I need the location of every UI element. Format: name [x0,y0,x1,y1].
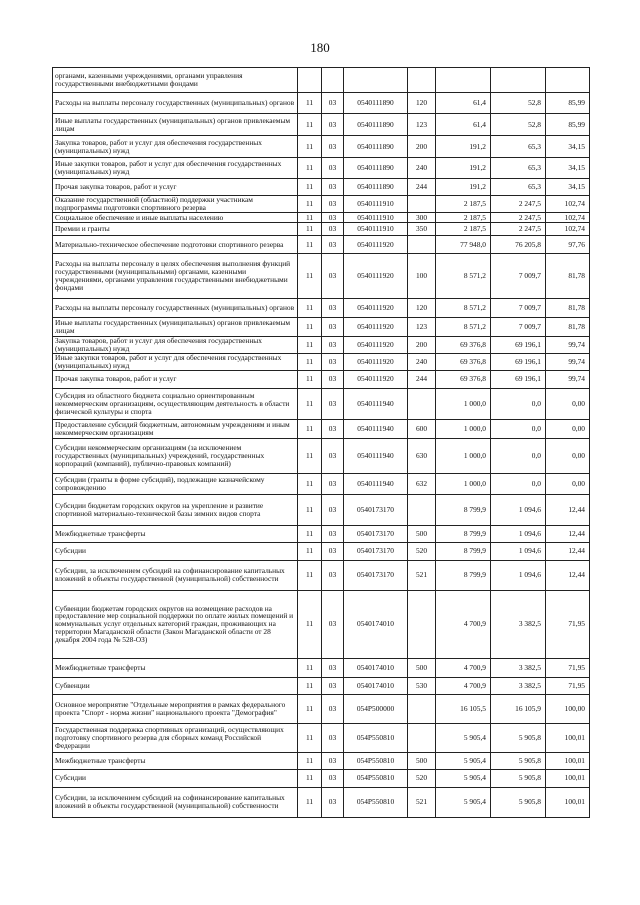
subsection-code-cell: 03 [322,213,344,223]
planned-amount-cell: 8 799,9 [436,560,491,590]
subsection-code-cell: 03 [322,388,344,419]
subsection-code-cell: 03 [322,337,344,354]
execution-percent-cell: 99,74 [546,370,590,388]
expense-name-cell: Субсидии, за исключением субсидий на софинансирование капитальных вложений в объекты государственной (муниципальной) собственности [53,787,298,817]
section-code-cell: 11 [298,158,322,179]
execution-percent-cell: 71,95 [546,677,590,694]
planned-amount-cell: 4 700,9 [436,677,491,694]
section-code-cell: 11 [298,196,322,213]
section-code-cell: 11 [298,752,322,769]
target-article-code-cell: 0540111920 [344,236,408,254]
target-article-code-cell: 0540111890 [344,179,408,196]
target-article-code-cell: 0540174010 [344,658,408,677]
section-code-cell: 11 [298,787,322,817]
section-code-cell: 11 [298,542,322,560]
section-code-cell: 11 [298,494,322,525]
execution-percent-cell: 100,00 [546,694,590,723]
expense-name-cell: Иные закупки товаров, работ и услуг для обеспечения государственных (муниципальных) нужд [53,158,298,179]
expense-name-cell: Закупка товаров, работ и услуг для обеспечения государственных (муниципальных) нужд [53,337,298,354]
execution-percent-cell [546,68,590,93]
expense-type-code-cell [408,723,436,752]
section-code-cell: 11 [298,93,322,114]
expense-name-cell: Субсидия из областного бюджета социально ориентированным некоммерческим организациям, осуществляющим деятельность в области физической культуры и спорта [53,388,298,419]
planned-amount-cell: 191,2 [436,136,491,158]
subsection-code-cell: 03 [322,658,344,677]
expense-type-code-cell: 200 [408,136,436,158]
executed-amount-cell: 2 247,5 [491,213,546,223]
subsection-code-cell: 03 [322,694,344,723]
executed-amount-cell: 0,0 [491,419,546,438]
expense-type-code-cell: 123 [408,114,436,136]
planned-amount-cell: 4 700,9 [436,590,491,658]
expense-type-code-cell [408,196,436,213]
expense-name-cell: Расходы на выплаты персоналу государственных (муниципальных) органов [53,299,298,318]
expense-name-cell: Основное мероприятие "Отдельные мероприятия в рамках федерального проекта "Спорт - норма жизни" национального проекта "Демография" [53,694,298,723]
target-article-code-cell [344,68,408,93]
section-code-cell: 11 [298,560,322,590]
table-row [53,658,590,677]
expense-type-code-cell: 123 [408,318,436,337]
executed-amount-cell: 52,8 [491,93,546,114]
executed-amount-cell: 3 382,5 [491,677,546,694]
execution-percent-cell: 100,01 [546,769,590,787]
expense-name-cell: Прочая закупка товаров, работ и услуг [53,370,298,388]
planned-amount-cell: 5 905,4 [436,769,491,787]
executed-amount-cell: 7 009,7 [491,254,546,299]
expense-type-code-cell [408,590,436,658]
expense-name-cell: Субсидии некоммерческим организациям (за исключением государственных (муниципальных) учреждений, государственных корпораций (компаний), публично-правовых компаний) [53,438,298,473]
execution-percent-cell: 81,78 [546,318,590,337]
execution-percent-cell: 71,95 [546,658,590,677]
budget-table-body [53,68,590,818]
table-row [53,723,590,752]
expense-name-cell: Субсидии [53,769,298,787]
target-article-code-cell: 0540111940 [344,473,408,494]
table-row [53,419,590,438]
executed-amount-cell: 1 094,6 [491,525,546,542]
planned-amount-cell: 5 905,4 [436,752,491,769]
section-code-cell: 11 [298,769,322,787]
subsection-code-cell: 03 [322,299,344,318]
table-row [53,136,590,158]
subsection-code-cell: 03 [322,158,344,179]
executed-amount-cell: 5 905,8 [491,787,546,817]
section-code-cell: 11 [298,179,322,196]
planned-amount-cell: 1 000,0 [436,388,491,419]
execution-percent-cell: 0,00 [546,438,590,473]
executed-amount-cell: 3 382,5 [491,658,546,677]
section-code-cell: 11 [298,236,322,254]
executed-amount-cell: 5 905,8 [491,752,546,769]
table-row [53,223,590,236]
executed-amount-cell: 0,0 [491,473,546,494]
expense-name-cell: Субвенции бюджетам городских округов на возмещение расходов на предоставление мер социальной поддержки по оплате жилых помещений и коммунальных услуг отдельных категорий граждан, проживающих на территории Магаданской области (Закон Магаданской области от 28 декабря 2004 года № 528-ОЗ) [53,590,298,658]
table-row [53,254,590,299]
executed-amount-cell: 3 382,5 [491,590,546,658]
expense-name-cell: Иные выплаты государственных (муниципальных) органов привлекаемым лицам [53,318,298,337]
table-row [53,68,590,93]
target-article-code-cell: 0540111890 [344,136,408,158]
target-article-code-cell: 0540111890 [344,114,408,136]
expense-type-code-cell: 244 [408,179,436,196]
subsection-code-cell: 03 [322,236,344,254]
executed-amount-cell: 7 009,7 [491,318,546,337]
expense-name-cell: Межбюджетные трансферты [53,525,298,542]
table-row [53,353,590,370]
execution-percent-cell: 0,00 [546,473,590,494]
target-article-code-cell: 0540111920 [344,318,408,337]
section-code-cell: 11 [298,114,322,136]
expense-type-code-cell: 240 [408,158,436,179]
subsection-code-cell: 03 [322,494,344,525]
planned-amount-cell: 8 799,9 [436,494,491,525]
execution-percent-cell: 99,74 [546,353,590,370]
planned-amount-cell: 69 376,8 [436,337,491,354]
target-article-code-cell: 054P550810 [344,752,408,769]
execution-percent-cell: 100,01 [546,723,590,752]
planned-amount-cell: 77 948,0 [436,236,491,254]
table-row [53,236,590,254]
expense-type-code-cell: 500 [408,752,436,769]
planned-amount-cell: 8 799,9 [436,525,491,542]
section-code-cell: 11 [298,388,322,419]
table-row [53,196,590,213]
subsection-code-cell: 03 [322,353,344,370]
planned-amount-cell: 2 187,5 [436,223,491,236]
target-article-code-cell: 0540174010 [344,590,408,658]
executed-amount-cell: 5 905,8 [491,769,546,787]
executed-amount-cell: 65,3 [491,136,546,158]
target-article-code-cell: 0540111920 [344,353,408,370]
table-row [53,337,590,354]
subsection-code-cell: 03 [322,677,344,694]
subsection-code-cell: 03 [322,473,344,494]
subsection-code-cell: 03 [322,752,344,769]
expense-type-code-cell: 500 [408,658,436,677]
execution-percent-cell: 12,44 [546,525,590,542]
executed-amount-cell: 0,0 [491,438,546,473]
expense-type-code-cell: 120 [408,299,436,318]
table-row [53,213,590,223]
section-code-cell: 11 [298,213,322,223]
planned-amount-cell [436,68,491,93]
executed-amount-cell: 2 247,5 [491,196,546,213]
expense-type-code-cell [408,694,436,723]
subsection-code-cell: 03 [322,136,344,158]
executed-amount-cell: 69 196,1 [491,337,546,354]
subsection-code-cell: 03 [322,196,344,213]
section-code-cell: 11 [298,299,322,318]
target-article-code-cell: 0540111920 [344,337,408,354]
page-number: 180 [310,40,330,55]
subsection-code-cell: 03 [322,723,344,752]
expense-type-code-cell: 100 [408,254,436,299]
subsection-code-cell: 03 [322,525,344,542]
executed-amount-cell: 65,3 [491,179,546,196]
execution-percent-cell: 99,74 [546,337,590,354]
table-row [53,370,590,388]
planned-amount-cell: 61,4 [436,114,491,136]
executed-amount-cell: 2 247,5 [491,223,546,236]
section-code-cell: 11 [298,677,322,694]
target-article-code-cell: 0540111910 [344,223,408,236]
expense-name-cell: Социальное обеспечение и иные выплаты населению [53,213,298,223]
expense-name-cell: Расходы на выплаты персоналу государственных (муниципальных) органов [53,93,298,114]
planned-amount-cell: 4 700,9 [436,658,491,677]
expense-name-cell: Закупка товаров, работ и услуг для обеспечения государственных (муниципальных) нужд [53,136,298,158]
section-code-cell: 11 [298,473,322,494]
expense-type-code-cell: 600 [408,419,436,438]
table-row [53,542,590,560]
table-row [53,769,590,787]
expense-name-cell: Межбюджетные трансферты [53,752,298,769]
subsection-code-cell: 03 [322,419,344,438]
subsection-code-cell: 03 [322,787,344,817]
execution-percent-cell: 34,15 [546,158,590,179]
section-code-cell: 11 [298,419,322,438]
expense-type-code-cell: 200 [408,337,436,354]
planned-amount-cell: 2 187,5 [436,196,491,213]
planned-amount-cell: 191,2 [436,179,491,196]
expense-type-code-cell: 521 [408,787,436,817]
table-row [53,752,590,769]
target-article-code-cell: 054P550810 [344,723,408,752]
subsection-code-cell: 03 [322,318,344,337]
planned-amount-cell: 5 905,4 [436,787,491,817]
table-row [53,114,590,136]
subsection-code-cell: 03 [322,370,344,388]
expense-type-code-cell: 521 [408,560,436,590]
executed-amount-cell: 76 205,8 [491,236,546,254]
executed-amount-cell: 1 094,6 [491,542,546,560]
expense-type-code-cell: 500 [408,525,436,542]
target-article-code-cell: 054P550810 [344,787,408,817]
expense-type-code-cell: 520 [408,542,436,560]
budget-table [52,67,590,818]
executed-amount-cell [491,68,546,93]
table-row [53,388,590,419]
table-row [53,438,590,473]
subsection-code-cell: 03 [322,560,344,590]
execution-percent-cell: 12,44 [546,494,590,525]
target-article-code-cell: 0540111910 [344,196,408,213]
target-article-code-cell: 0540111920 [344,254,408,299]
target-article-code-cell: 0540111890 [344,158,408,179]
execution-percent-cell: 12,44 [546,560,590,590]
subsection-code-cell [322,68,344,93]
planned-amount-cell: 16 105,5 [436,694,491,723]
subsection-code-cell: 03 [322,93,344,114]
execution-percent-cell: 97,76 [546,236,590,254]
table-row [53,158,590,179]
target-article-code-cell: 0540111940 [344,438,408,473]
executed-amount-cell: 1 094,6 [491,560,546,590]
section-code-cell: 11 [298,723,322,752]
execution-percent-cell: 102,74 [546,223,590,236]
expense-name-cell: Премии и гранты [53,223,298,236]
section-code-cell: 11 [298,658,322,677]
expense-type-code-cell [408,68,436,93]
subsection-code-cell: 03 [322,590,344,658]
table-row [53,299,590,318]
executed-amount-cell: 16 105,9 [491,694,546,723]
target-article-code-cell: 0540173170 [344,560,408,590]
table-row [53,525,590,542]
subsection-code-cell: 03 [322,769,344,787]
executed-amount-cell: 52,8 [491,114,546,136]
subsection-code-cell: 03 [322,223,344,236]
target-article-code-cell: 0540173170 [344,494,408,525]
target-article-code-cell: 0540173170 [344,542,408,560]
section-code-cell: 11 [298,254,322,299]
execution-percent-cell: 34,15 [546,179,590,196]
execution-percent-cell: 100,01 [546,787,590,817]
expense-type-code-cell: 240 [408,353,436,370]
section-code-cell: 11 [298,318,322,337]
execution-percent-cell: 85,99 [546,93,590,114]
expense-name-cell: Прочая закупка товаров, работ и услуг [53,179,298,196]
subsection-code-cell: 03 [322,114,344,136]
executed-amount-cell: 7 009,7 [491,299,546,318]
section-code-cell: 11 [298,525,322,542]
table-row [53,677,590,694]
planned-amount-cell: 69 376,8 [436,353,491,370]
planned-amount-cell: 8 571,2 [436,299,491,318]
execution-percent-cell: 85,99 [546,114,590,136]
expense-type-code-cell: 520 [408,769,436,787]
table-row [53,560,590,590]
target-article-code-cell: 0540111940 [344,419,408,438]
planned-amount-cell: 1 000,0 [436,419,491,438]
execution-percent-cell: 71,95 [546,590,590,658]
expense-name-cell: Оказание государственной (областной) поддержки участникам подпрограммы подготовки спортивного резерва [53,196,298,213]
section-code-cell: 11 [298,223,322,236]
executed-amount-cell: 0,0 [491,388,546,419]
section-code-cell: 11 [298,438,322,473]
section-code-cell [298,68,322,93]
expense-name-cell: Межбюджетные трансферты [53,658,298,677]
planned-amount-cell: 1 000,0 [436,438,491,473]
target-article-code-cell: 0540111940 [344,388,408,419]
expense-type-code-cell [408,236,436,254]
table-row [53,93,590,114]
table-row [53,473,590,494]
execution-percent-cell: 81,78 [546,254,590,299]
expense-name-cell: Субсидии [53,542,298,560]
expense-name-cell: Субсидии (гранты в форме субсидий), подлежащие казначейскому сопровождению [53,473,298,494]
execution-percent-cell: 0,00 [546,388,590,419]
expense-type-code-cell: 120 [408,93,436,114]
executed-amount-cell: 69 196,1 [491,370,546,388]
expense-name-cell: органами, казенными учреждениями, органами управления государственными внебюджетными фондами [53,68,298,93]
target-article-code-cell: 054P500000 [344,694,408,723]
target-article-code-cell: 0540111920 [344,299,408,318]
table-row [53,590,590,658]
section-code-cell: 11 [298,370,322,388]
target-article-code-cell: 0540174010 [344,677,408,694]
section-code-cell: 11 [298,353,322,370]
executed-amount-cell: 65,3 [491,158,546,179]
expense-type-code-cell: 350 [408,223,436,236]
table-row [53,694,590,723]
planned-amount-cell: 5 905,4 [436,723,491,752]
execution-percent-cell: 0,00 [546,419,590,438]
table-row [53,318,590,337]
execution-percent-cell: 12,44 [546,542,590,560]
table-row [53,494,590,525]
executed-amount-cell: 5 905,8 [491,723,546,752]
expense-name-cell: Субсидии бюджетам городских округов на укрепление и развитие спортивной материально-технической базы зимних видов спорта [53,494,298,525]
planned-amount-cell: 8 799,9 [436,542,491,560]
planned-amount-cell: 2 187,5 [436,213,491,223]
expense-name-cell: Материально-техническое обеспечение подготовки спортивного резерва [53,236,298,254]
section-code-cell: 11 [298,694,322,723]
subsection-code-cell: 03 [322,542,344,560]
execution-percent-cell: 81,78 [546,299,590,318]
expense-type-code-cell: 630 [408,438,436,473]
subsection-code-cell: 03 [322,254,344,299]
target-article-code-cell: 0540111890 [344,93,408,114]
table-row [53,787,590,817]
expense-type-code-cell: 632 [408,473,436,494]
subsection-code-cell: 03 [322,438,344,473]
expense-type-code-cell: 244 [408,370,436,388]
subsection-code-cell: 03 [322,179,344,196]
target-article-code-cell: 0540111920 [344,370,408,388]
planned-amount-cell: 191,2 [436,158,491,179]
expense-name-cell: Государственная поддержка спортивных организаций, осуществляющих подготовку спортивного резерва для сборных команд Российской Федерации [53,723,298,752]
expense-name-cell: Субвенции [53,677,298,694]
section-code-cell: 11 [298,337,322,354]
expense-type-code-cell: 530 [408,677,436,694]
expense-name-cell: Иные выплаты государственных (муниципальных) органов привлекаемым лицам [53,114,298,136]
section-code-cell: 11 [298,590,322,658]
expense-name-cell: Субсидии, за исключением субсидий на софинансирование капитальных вложений в объекты государственной (муниципальной) собственности [53,560,298,590]
expense-name-cell: Иные закупки товаров, работ и услуг для обеспечения государственных (муниципальных) нужд [53,353,298,370]
execution-percent-cell: 102,74 [546,196,590,213]
target-article-code-cell: 054P550810 [344,769,408,787]
expense-type-code-cell: 300 [408,213,436,223]
planned-amount-cell: 69 376,8 [436,370,491,388]
executed-amount-cell: 69 196,1 [491,353,546,370]
target-article-code-cell: 0540173170 [344,525,408,542]
execution-percent-cell: 34,15 [546,136,590,158]
target-article-code-cell: 0540111910 [344,213,408,223]
execution-percent-cell: 100,01 [546,752,590,769]
expense-type-code-cell [408,388,436,419]
planned-amount-cell: 8 571,2 [436,318,491,337]
section-code-cell: 11 [298,136,322,158]
planned-amount-cell: 61,4 [436,93,491,114]
planned-amount-cell: 1 000,0 [436,473,491,494]
planned-amount-cell: 8 571,2 [436,254,491,299]
table-row [53,179,590,196]
expense-type-code-cell [408,494,436,525]
execution-percent-cell: 102,74 [546,213,590,223]
executed-amount-cell: 1 094,6 [491,494,546,525]
expense-name-cell: Расходы на выплаты персоналу в целях обеспечения выполнения функций государственными (муниципальными) органами, казенными учреждениями, органами управления государственными внебюджетными фондами [53,254,298,299]
expense-name-cell: Предоставление субсидий бюджетным, автономным учреждениям и иным некоммерческим организациям [53,419,298,438]
